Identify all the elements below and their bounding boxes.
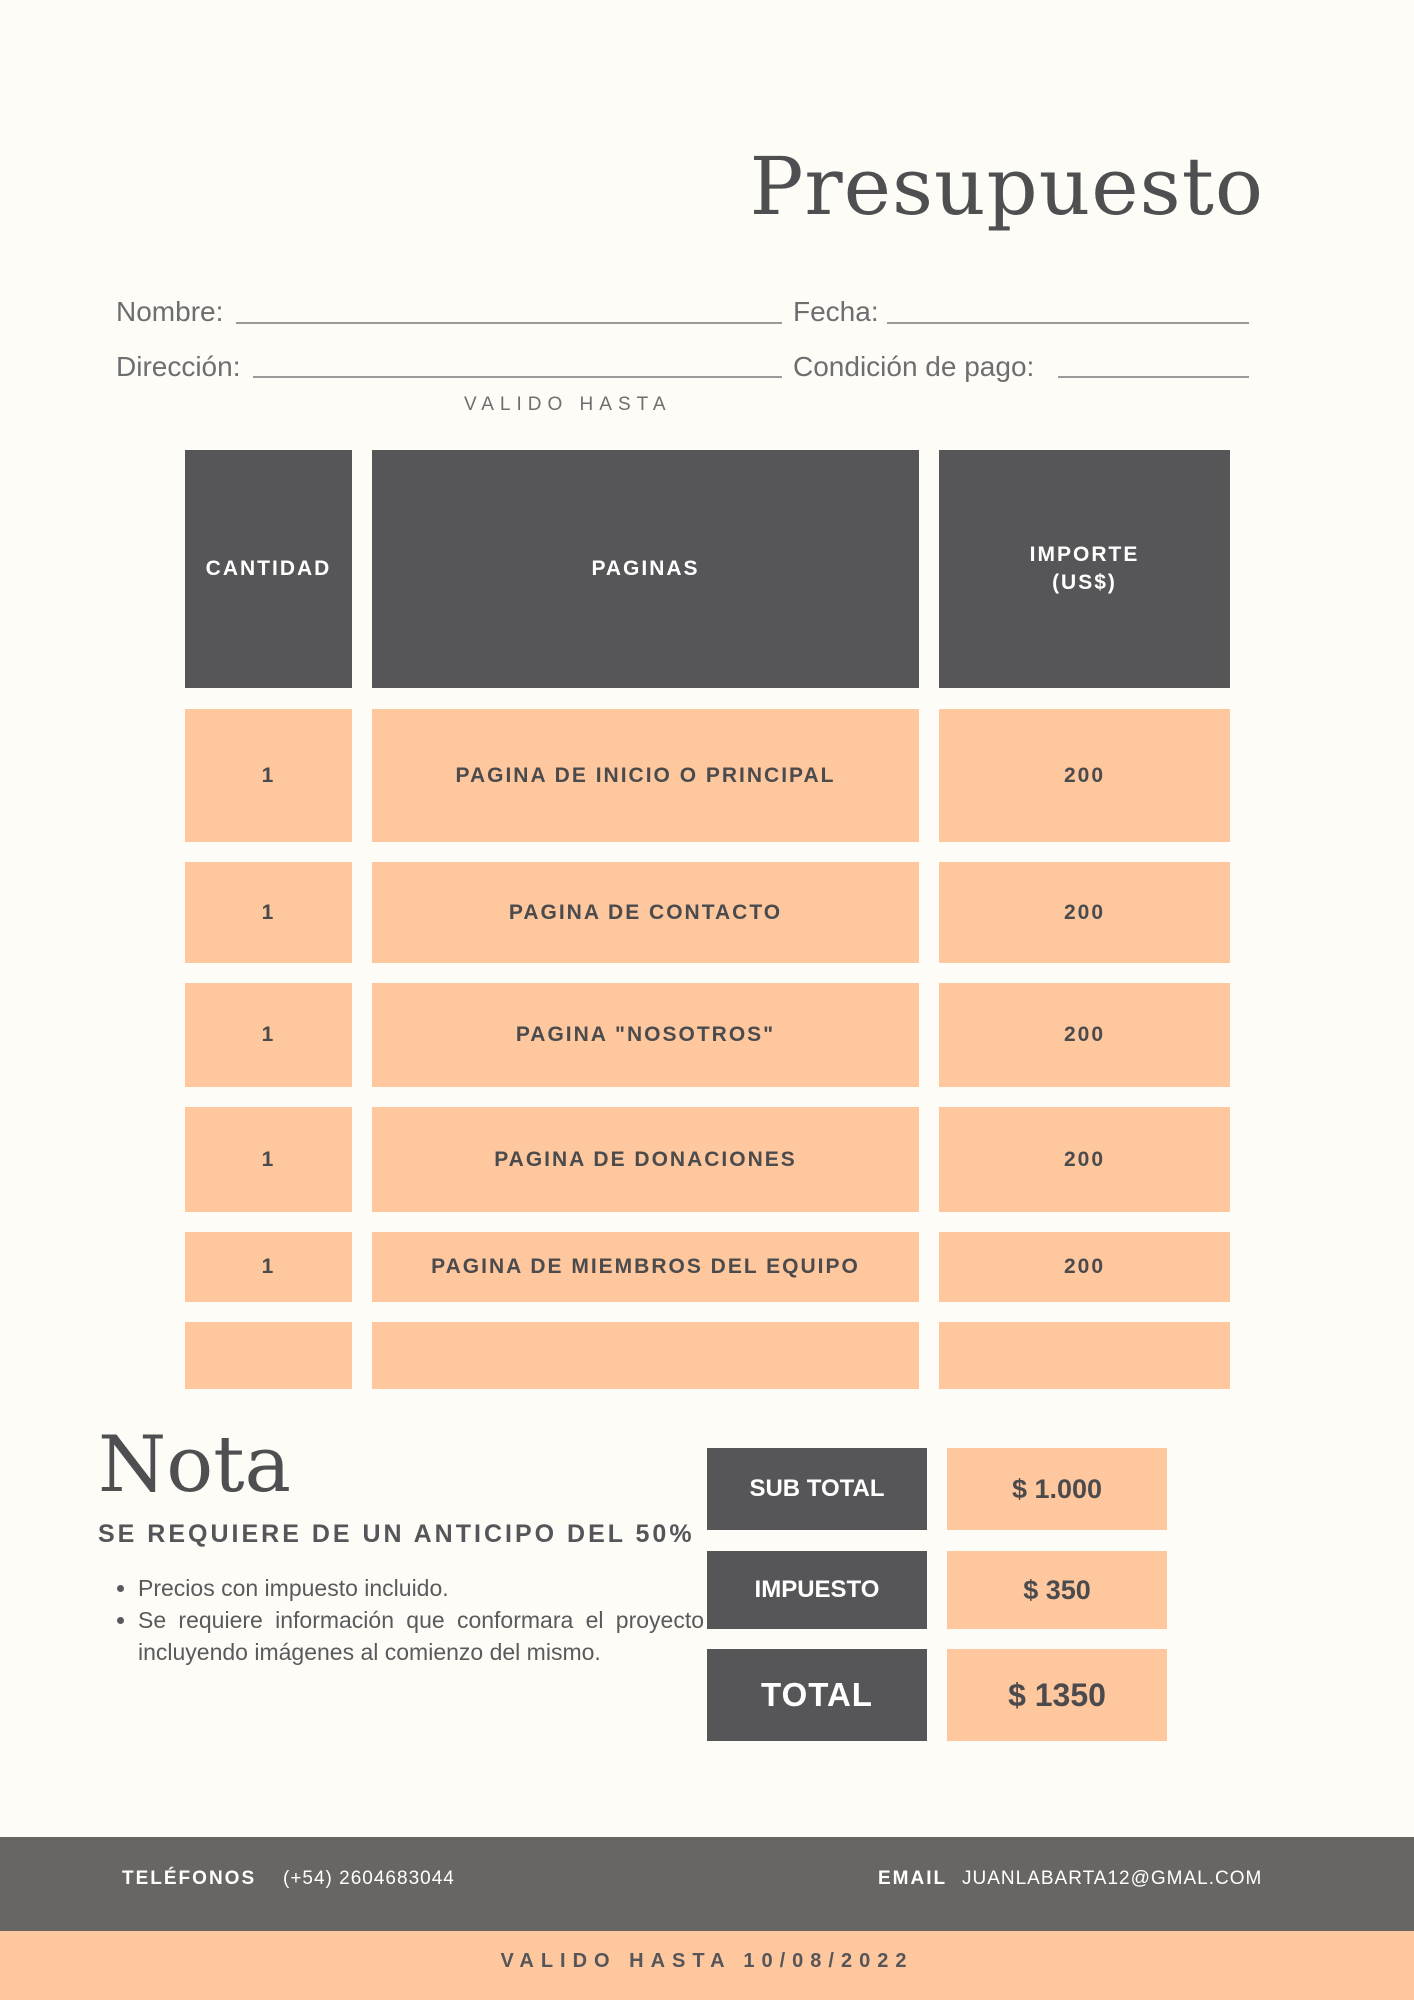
direccion-label: Dirección:	[116, 351, 241, 382]
row-importe: 200	[939, 983, 1230, 1087]
impuesto-value: $ 350	[947, 1551, 1167, 1629]
nombre-field[interactable]	[236, 322, 782, 324]
condicion-pago-label: Condición de pago:	[793, 351, 1035, 382]
row-cantidad: 1	[185, 709, 352, 842]
nota-title: Nota	[98, 1420, 292, 1510]
email-label: EMAIL	[878, 1868, 948, 1889]
row-importe: 200	[939, 1107, 1230, 1212]
nota-list	[110, 1572, 704, 1668]
valido-hasta-label: VALIDO HASTA	[464, 394, 672, 415]
row-importe: 200	[939, 862, 1230, 963]
row-pagina: PAGINA DE DONACIONES	[372, 1107, 919, 1212]
fecha-field[interactable]	[887, 322, 1249, 324]
email-value[interactable]: JUANLABARTA12@GMAL.COM	[962, 1868, 1263, 1889]
subtotal-value: $ 1.000	[947, 1448, 1167, 1530]
row-cantidad: 1	[185, 1107, 352, 1212]
nota-subtitle: SE REQUIERE DE UN ANTICIPO DEL 50%	[98, 1520, 695, 1548]
row-pagina	[372, 1322, 919, 1389]
condicion-pago-field[interactable]	[1058, 376, 1249, 378]
list-item: • Se requiere información que conformara el proyecto incluyendo imágenes al comienzo del mismo.	[138, 1604, 704, 1668]
page-title: Presupuesto	[749, 140, 1264, 233]
fecha-label: Fecha:	[793, 296, 879, 327]
header-paginas: PAGINAS	[372, 450, 919, 688]
row-cantidad	[185, 1322, 352, 1389]
telefonos-label: TELÉFONOS	[122, 1868, 257, 1889]
header-cantidad: CANTIDAD	[185, 450, 352, 688]
row-cantidad: 1	[185, 983, 352, 1087]
total-value: $ 1350	[947, 1649, 1167, 1741]
row-importe: 200	[939, 1232, 1230, 1302]
row-pagina: PAGINA DE MIEMBROS DEL EQUIPO	[372, 1232, 919, 1302]
header-importe: IMPORTE (US$)	[939, 450, 1230, 688]
telefono-value[interactable]: (+54) 2604683044	[283, 1868, 455, 1889]
valid-until: VALIDO HASTA 10/08/2022	[500, 1950, 914, 1972]
row-pagina: PAGINA DE CONTACTO	[372, 862, 919, 963]
impuesto-label: IMPUESTO	[707, 1551, 927, 1629]
nombre-label: Nombre:	[116, 296, 224, 327]
direccion-field[interactable]	[253, 376, 782, 378]
row-cantidad: 1	[185, 1232, 352, 1302]
row-importe: 200	[939, 709, 1230, 842]
row-cantidad: 1	[185, 862, 352, 963]
row-pagina: PAGINA "NOSOTROS"	[372, 983, 919, 1087]
row-importe	[939, 1322, 1230, 1389]
total-label: TOTAL	[707, 1649, 927, 1741]
subtotal-label: SUB TOTAL	[707, 1448, 927, 1530]
list-item: • Precios con impuesto incluido.	[138, 1572, 704, 1604]
row-pagina: PAGINA DE INICIO O PRINCIPAL	[372, 709, 919, 842]
